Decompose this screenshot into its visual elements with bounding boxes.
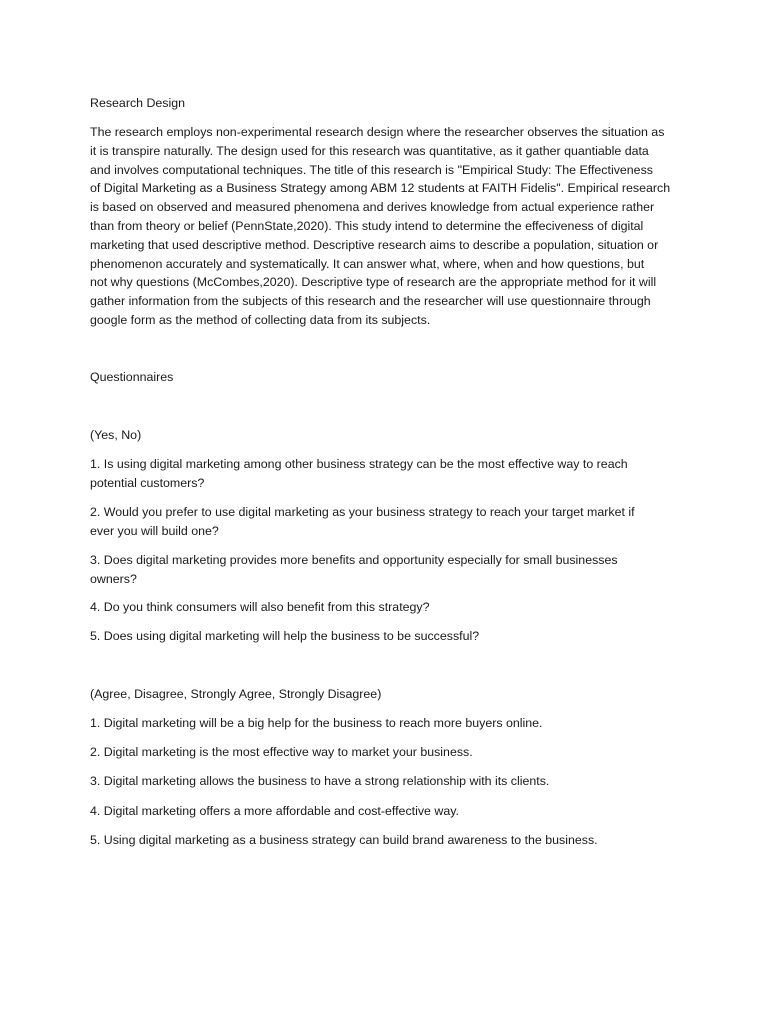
question-line: 2. Would you prefer to use digital marketing as your business strategy to reach your target market if xyxy=(90,505,635,519)
questionnaires-heading xyxy=(90,368,173,387)
yes-no-options-text: (Yes, No) xyxy=(90,428,142,442)
paragraph-line: phenomenon accurately and systematically. It can answer what, where, when and how questions, but xyxy=(90,256,645,271)
questionnaires-heading-text: Questionnaires xyxy=(90,370,174,384)
question-line: 3. Does digital marketing provides more benefits and opportunity especially for small businesses xyxy=(90,553,618,567)
paragraph-line: of Digital Marketing as a Business Strategy among ABM 12 students at FAITH Fidelis". Empirical research xyxy=(90,181,671,196)
paragraph-line: is based on observed and measured phenomena and derives knowledge from actual experience rather xyxy=(90,200,655,215)
yes-no-options xyxy=(90,426,141,445)
yes-no-question-1 xyxy=(90,455,628,493)
agree-statement-4 xyxy=(90,802,459,821)
paragraph-line: than from theory or belief (PennState,2020). This study intend to determine the effeciveness of digital xyxy=(90,218,644,233)
question-line: 1. Is using digital marketing among other business strategy can be the most effective way to reach xyxy=(90,457,628,471)
agree-disagree-options-text: (Agree, Disagree, Strongly Agree, Strongly Disagree) xyxy=(90,687,382,701)
research-design-paragraph xyxy=(90,123,670,330)
question-line: owners? xyxy=(90,571,137,586)
research-design-heading xyxy=(90,94,185,113)
agree-statement-5 xyxy=(90,831,598,850)
agree-statement-1 xyxy=(90,714,543,733)
yes-no-question-2 xyxy=(90,503,635,541)
yes-no-question-3 xyxy=(90,551,618,589)
paragraph-line: marketing that used descriptive method. Descriptive research aims to describe a population, situation or xyxy=(90,237,659,252)
paragraph-line: and involves computational techniques. The title of this research is "Empirical Study: The Effectiveness xyxy=(90,162,653,177)
paragraph-line: not why questions (McCombes,2020). Descriptive type of research are the appropriate method for it will xyxy=(90,275,657,290)
statement-line: 1. Digital marketing will be a big help for the business to reach more buyers online. xyxy=(90,716,543,730)
statement-line: 4. Digital marketing offers a more affordable and cost-effective way. xyxy=(90,804,459,818)
question-line: ever you will build one? xyxy=(90,523,219,538)
paragraph-line: it is transpire naturally. The design used for this research was quantitative, as it gather quantiable data xyxy=(90,143,649,158)
question-line: potential customers? xyxy=(90,475,205,490)
paragraph-line: The research employs non-experimental research design where the researcher observes the situation as xyxy=(90,125,665,139)
question-line: 4. Do you think consumers will also benefit from this strategy? xyxy=(90,600,430,614)
agree-statement-2 xyxy=(90,743,473,762)
paragraph-line: google form as the method of collecting data from its subjects. xyxy=(90,312,431,327)
question-line: 5. Does using digital marketing will help the business to be successful? xyxy=(90,629,480,643)
statement-line: 3. Digital marketing allows the business to have a strong relationship with its clients. xyxy=(90,774,550,788)
agree-statement-3 xyxy=(90,772,549,791)
paragraph-line: gather information from the subjects of this research and the researcher will use questionnaire through xyxy=(90,294,651,309)
statement-line: 2. Digital marketing is the most effective way to market your business. xyxy=(90,745,473,759)
yes-no-question-5 xyxy=(90,627,479,646)
agree-disagree-options xyxy=(90,685,381,704)
statement-line: 5. Using digital marketing as a business strategy can build brand awareness to the business. xyxy=(90,833,598,847)
heading-text: Research Design xyxy=(90,96,186,110)
yes-no-question-4 xyxy=(90,598,430,617)
